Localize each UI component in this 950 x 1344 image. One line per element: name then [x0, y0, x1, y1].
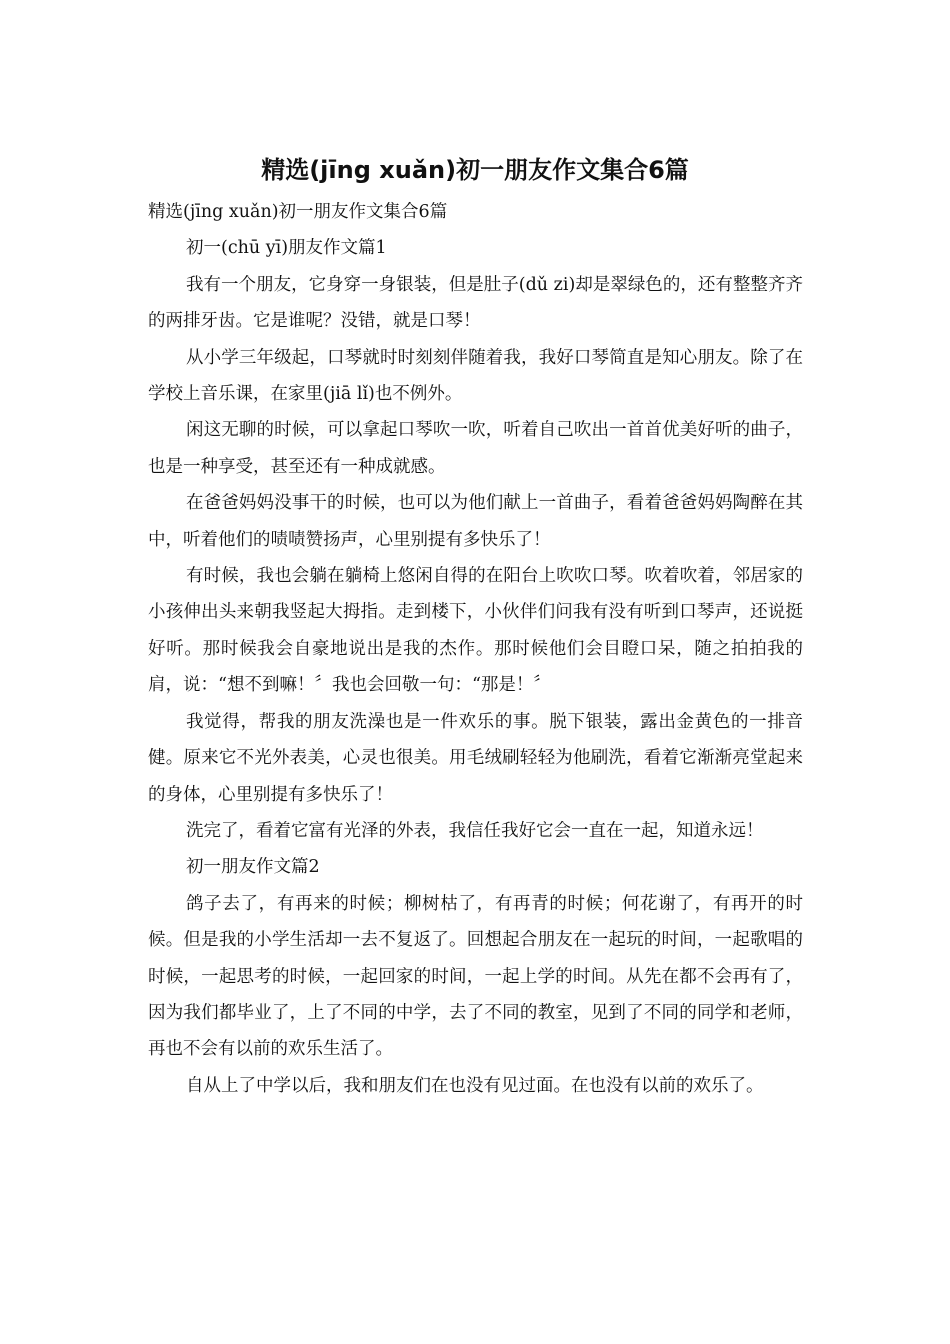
section-heading-2: 初一朋友作文篇2 [186, 857, 320, 878]
paragraph: 鸽子去了，有再来的时候；柳树枯了，有再青的时候；何花谢了，有再开的时候。但是我的小学生活却一去不复返了。回想起合朋友在一起玩的时间，一起歌唱的时候，一起思考的时候，一起回家的时间，一起上学的时间。从先在都不会再有了，因为我们都毕业了，上了不同的中学，去了不同的教室，见到了不同的同学和老师，再也不会有以前的欢乐生活了。 [148, 893, 803, 1060]
paragraph-subtitle: 精选(jīng xuǎn)初一朋友作文集合6篇 [148, 202, 448, 222]
paragraph: 有时候，我也会躺在躺椅上悠闲自得的在阳台上吹吹口琴。吹着吹着，邻居家的小孩伸出头来朝我竖起大拇指。走到楼下，小伙伴们问我有没有听到口琴声，还说挺好听。那时候我会自豪地说出是我的杰作。那时候他们会目瞪口呆，随之拍拍我的肩，说：“想不到嘛！〞我也会回敬一句：“那是！〞 [148, 566, 803, 696]
section-heading-1: 初一(chū yī)朋友作文篇1 [186, 238, 387, 259]
paragraph: 我有一个朋友，它身穿一身银装，但是肚子(dǔ zi)却是翠绿色的，还有整整齐齐的两排牙齿。它是谁呢？没错，就是口琴！ [148, 274, 803, 332]
paragraph: 自从上了中学以后，我和朋友们在也没有见过面。在也没有以前的欢乐了。 [186, 1075, 764, 1096]
document-title: 精选(jīng xuǎn)初一朋友作文集合6篇 [261, 156, 689, 184]
paragraph: 我觉得，帮我的朋友洗澡也是一件欢乐的事。脱下银装，露出金黄色的一排音健。原来它不光外表美，心灵也很美。用毛绒刷轻轻为他刷洗，看着它渐渐亮堂起来的身体，心里别提有多快乐了！ [148, 711, 803, 805]
paragraph: 从小学三年级起，口琴就时时刻刻伴随着我，我好口琴简直是知心朋友。除了在学校上音乐课，在家里(jiā lǐ)也不例外。 [148, 347, 803, 405]
document-body [148, 194, 803, 1104]
paragraph: 闲这无聊的时候，可以拿起口琴吹一吹，听着自己吹出一首首优美好听的曲子，也是一种享受，甚至还有一种成就感。 [148, 420, 803, 477]
paragraph: 洗完了，看着它富有光泽的外表，我信任我好它会一直在一起，知道永远！ [186, 820, 764, 841]
paragraph: 在爸爸妈妈没事干的时候，也可以为他们献上一首曲子，看着爸爸妈妈陶醉在其中，听着他们的啧啧赞扬声，心里别提有多快乐了！ [148, 493, 803, 550]
